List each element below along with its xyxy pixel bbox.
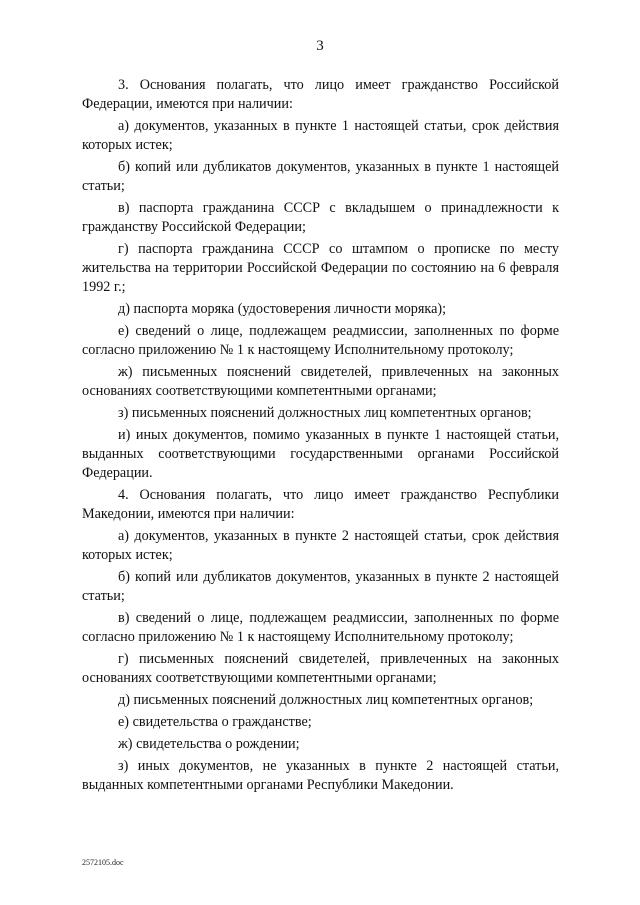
paragraph-3g: г) паспорта гражданина СССР со штампом о прописке по месту жительства на территории Российской Федерации по состоянию на 6 февраля 1992 г.; <box>82 241 559 295</box>
paragraph-3a: а) документов, указанных в пункте 1 настоящей статьи, срок действия которых истек; <box>82 118 559 153</box>
document-body <box>82 76 559 798</box>
paragraph-3i: и) иных документов, помимо указанных в пункте 1 настоящей статьи, выданных соответствующими государственными органами Российской Федерации. <box>82 427 559 481</box>
paragraph-4d: д) письменных пояснений должностных лиц компетентных органов; <box>118 692 534 708</box>
paragraph-section-3-intro: 3. Основания полагать, что лицо имеет гражданство Российской Федерации, имеются при наличии: <box>82 77 559 112</box>
paragraph-4b: б) копий или дубликатов документов, указанных в пункте 2 настоящей статьи; <box>82 569 559 604</box>
paragraph-4v: в) сведений о лице, подлежащем реадмиссии, заполненных по форме согласно приложению № 1 к настоящему Исполнительному протоколу; <box>82 610 559 645</box>
footer-file-code: 2572105.doc <box>82 858 124 867</box>
paragraph-3d: д) паспорта моряка (удостоверения личности моряка); <box>118 301 447 317</box>
paragraph-4a: а) документов, указанных в пункте 2 настоящей статьи, срок действия которых истек; <box>82 528 559 563</box>
page-number: 3 <box>316 38 324 54</box>
paragraph-4zh: ж) свидетельства о рождении; <box>118 736 300 752</box>
paragraph-3e: е) сведений о лице, подлежащем реадмиссии, заполненных по форме согласно приложению № 1 к настоящему Исполнительному протоколу; <box>82 323 559 358</box>
paragraph-3v: в) паспорта гражданина СССР с вкладышем о принадлежности к гражданству Российской Федерации; <box>82 200 559 235</box>
paragraph-4z: з) иных документов, не указанных в пункте 2 настоящей статьи, выданных компетентными органами Республики Македонии. <box>82 758 559 793</box>
paragraph-section-4-intro: 4. Основания полагать, что лицо имеет гражданство Республики Македонии, имеются при наличии: <box>82 487 559 522</box>
paragraph-3z: з) письменных пояснений должностных лиц компетентных органов; <box>118 405 532 421</box>
paragraph-3b: б) копий или дубликатов документов, указанных в пункте 1 настоящей статьи; <box>82 159 559 194</box>
paragraph-4e: е) свидетельства о гражданстве; <box>118 714 312 730</box>
paragraph-3zh: ж) письменных пояснений свидетелей, привлеченных на законных основаниях соответствующими компетентными органами; <box>82 364 559 399</box>
paragraph-4g: г) письменных пояснений свидетелей, привлеченных на законных основаниях соответствующими компетентными органами; <box>82 651 559 686</box>
